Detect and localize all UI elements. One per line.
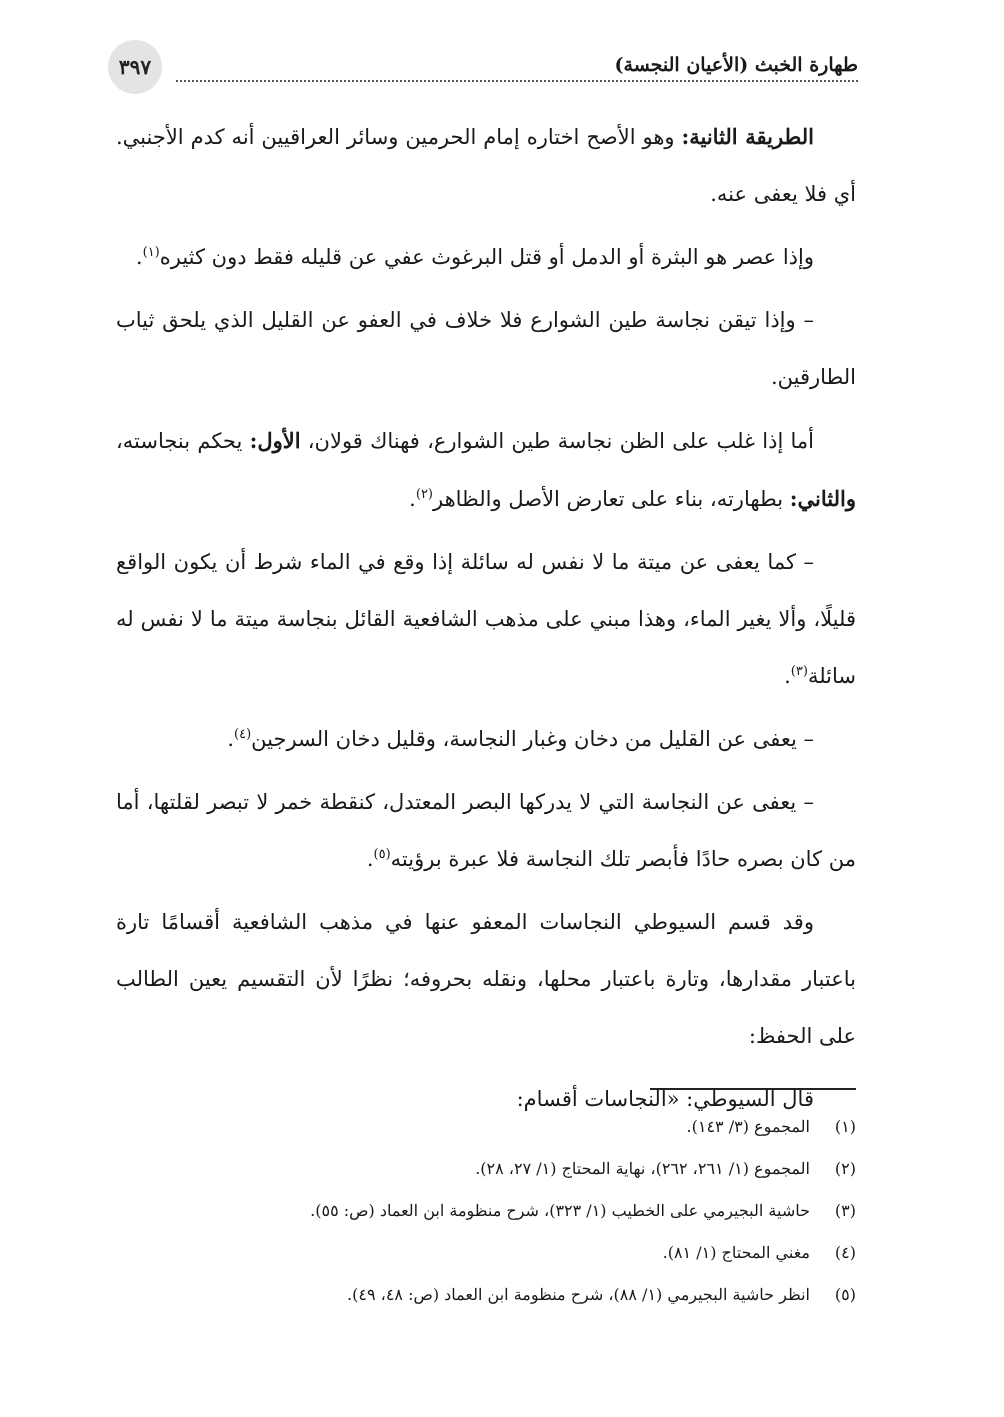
footnote-5: [116, 1274, 856, 1316]
footnote-separator: [650, 1088, 856, 1090]
paragraph-3-text: – وإذا تيقن نجاسة طين الشوارع فلا خلاف في العفو عن القليل الذي يلحق ثياب الطارقين.: [116, 308, 856, 389]
paragraph-4-first-label: الأول:: [249, 428, 301, 453]
footnote-1: [116, 1106, 856, 1148]
footnote-5-number: (٥): [834, 1285, 856, 1304]
paragraph-1-text: وهو الأصح اختاره إمام الحرمين وسائر العراقيين أنه كدم الأجنبي. أي فلا يعفى عنه.: [116, 125, 856, 206]
paragraph-3: [116, 292, 856, 406]
page-number-badge: [108, 40, 162, 94]
footnotes: [116, 1106, 856, 1316]
footnote-4-number: (٤): [834, 1243, 856, 1262]
paragraph-7: [116, 774, 856, 888]
footnote-ref-2[interactable]: (٢): [415, 487, 433, 502]
paragraph-4-second-label: والثاني:: [789, 486, 856, 511]
footnote-3: [116, 1190, 856, 1232]
paragraph-6-end: .: [227, 727, 234, 751]
paragraph-8-text: وقد قسم السيوطي النجاسات المعفو عنها في مذهب الشافعية أقسامًا تارة باعتبار مقدارها، وتارة باعتبار محلها، ونقله بحروفه؛ نظرًا لأن التقسيم يعين الطالب على الحفظ:: [116, 910, 856, 1048]
paragraph-8: [116, 894, 856, 1065]
paragraph-7-end: .: [366, 847, 374, 871]
paragraph-4-pre: أما إذا غلب على الظن نجاسة طين الشوارع، فهناك قولان،: [300, 429, 814, 453]
footnote-5-text: انظر حاشية البجيرمي (١/ ٨٨)، شرح منظومة ابن العماد (ص: ٤٨، ٤٩).: [347, 1285, 810, 1304]
footnote-ref-4[interactable]: (٤): [234, 727, 252, 742]
paragraph-6: [116, 711, 856, 768]
footnote-2: [116, 1148, 856, 1190]
paragraph-4-post: بطهارته، بناء على تعارض الأصل والظاهر: [433, 487, 790, 511]
paragraph-1: [116, 108, 856, 223]
paragraph-2: [116, 229, 856, 286]
paragraph-2-text: وإذا عصر هو البثرة أو الدمل أو قتل البرغوث عفي عن قليله فقط دون كثيره: [159, 245, 814, 269]
footnote-ref-3[interactable]: (٣): [790, 664, 808, 679]
paragraph-5-end: .: [784, 664, 791, 688]
footnote-ref-1[interactable]: (١): [142, 245, 160, 260]
paragraph-6-text: – يعفى عن القليل من دخان وغبار النجاسة، وقليل دخان السرجين: [251, 727, 814, 751]
paragraph-7-text: – يعفى عن النجاسة التي لا يدركها البصر المعتدل، كنقطة خمر لا تبصر لقلتها، أما من كان بصره حادًا فأبصر تلك النجاسة فلا عبرة برؤيته: [116, 790, 856, 871]
paragraph-2-end: .: [135, 245, 143, 269]
footnote-2-text: المجموع (١/ ٢٦١، ٢٦٢)، نهاية المحتاج (١/ ٢٧، ٢٨).: [475, 1159, 810, 1178]
running-header: [108, 40, 858, 100]
paragraph-9-text: قال السيوطي: «النجاسات أقسام:: [516, 1087, 814, 1111]
footnote-1-text: المجموع (٣/ ١٤٣).: [686, 1117, 810, 1136]
header-dotted-leader: [176, 80, 858, 82]
header-title: طهارة الخبث (الأعيان النجسة): [611, 54, 858, 76]
footnote-1-number: (١): [834, 1117, 856, 1136]
paragraph-5-text: – كما يعفى عن ميتة ما لا نفس له سائلة إذا وقع في الماء شرط أن يكون الواقع قليلًا، وألا يغير الماء، وهذا مبني على مذهب الشافعية القائل بنجاسة ميتة ما لا نفس له سائلة: [116, 550, 856, 688]
footnote-4: [116, 1232, 856, 1274]
footnote-3-number: (٣): [834, 1201, 856, 1220]
footnote-2-number: (٢): [834, 1159, 856, 1178]
footnote-3-text: حاشية البجيرمي على الخطيب (١/ ٣٢٣)، شرح منظومة ابن العماد (ص: ٥٥).: [310, 1201, 810, 1220]
paragraph-5: [116, 534, 856, 705]
page-number: ٣٩٧: [118, 55, 152, 79]
footnote-ref-5[interactable]: (٥): [373, 847, 391, 862]
footnote-4-text: مغني المحتاج (١/ ٨١).: [662, 1243, 810, 1262]
main-text: [116, 108, 856, 1134]
paragraph-4-mid: يحكم بنجاسته،: [116, 429, 250, 453]
paragraph-4: [116, 412, 856, 528]
paragraph-1-label: الطريقة الثانية:: [681, 124, 814, 149]
paragraph-4-end: .: [409, 487, 416, 511]
